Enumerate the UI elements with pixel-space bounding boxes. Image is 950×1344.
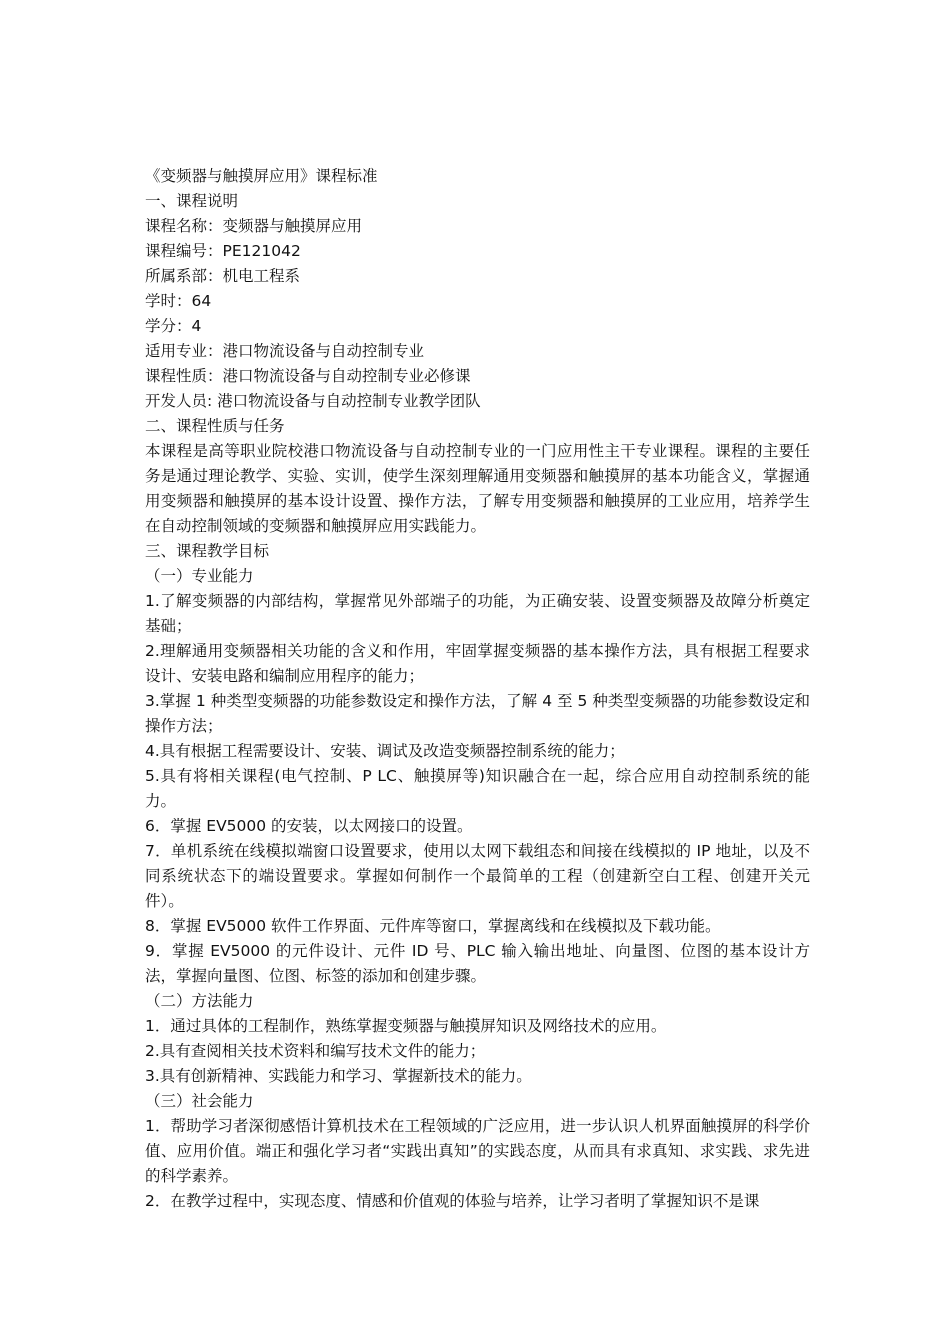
department: 所属系部：机电工程系	[145, 267, 301, 285]
subsection-heading-social: （三）社会能力	[145, 1092, 254, 1110]
document-page	[145, 164, 810, 1214]
professional-item-3: 3.掌握 1 种类型变频器的功能参数设定和操作方法，了解 4 至 5 种类型变频器的功能参数设定和操作方法；	[145, 692, 810, 735]
professional-item-9: 9．掌握 EV5000 的元件设计、元件 ID 号、PLC 输入输出地址、向量图、位图的基本设计方法，掌握向量图、位图、标签的添加和创建步骤。	[145, 942, 810, 985]
course-name: 课程名称：变频器与触摸屏应用	[145, 217, 363, 235]
course-task-paragraph: 本课程是高等职业院校港口物流设备与自动控制专业的一门应用性主干专业课程。课程的主要任务是通过理论教学、实验、实训，使学生深刻理解通用变频器和触摸屏的基本功能含义，掌握通用变频器和触摸屏的基本设计设置、操作方法，了解专用变频器和触摸屏的工业应用，培养学生在自动控制领域的变频器和触摸屏应用实践能力。	[145, 442, 810, 535]
developers: 开发人员: 港口物流设备与自动控制专业教学团队	[145, 392, 481, 410]
section-heading-1: 一、课程说明	[145, 192, 239, 210]
course-code: 课程编号：PE121042	[145, 242, 301, 260]
subsection-heading-method: （二）方法能力	[145, 992, 254, 1010]
applicable-major: 适用专业：港口物流设备与自动控制专业	[145, 342, 425, 360]
professional-item-7: 7．单机系统在线模拟端窗口设置要求，使用以太网下载组态和间接在线模拟的 IP 地址，以及不同系统状态下的端设置要求。掌握如何制作一个最简单的工程（创建新空白工程、创建开关元件）。	[145, 842, 810, 910]
professional-item-2: 2.理解通用变频器相关功能的含义和作用，牢固掌握变频器的基本操作方法，具有根据工程要求设计、安装电路和编制应用程序的能力；	[145, 642, 810, 685]
professional-item-5: 5.具有将相关课程(电气控制、P LC、触摸屏等)知识融合在一起，综合应用自动控制系统的能力。	[145, 767, 810, 810]
professional-item-6: 6．掌握 EV5000 的安装，以太网接口的设置。	[145, 817, 473, 835]
social-item-1: 1．帮助学习者深彻感悟计算机技术在工程领域的广泛应用，进一步认识人机界面触摸屏的科学价值、应用价值。端正和强化学习者“实践出真知”的实践态度，从而具有求真知、求实践、求先进的科学素养。	[145, 1117, 810, 1185]
method-item-3: 3.具有创新精神、实践能力和学习、掌握新技术的能力。	[145, 1067, 532, 1085]
social-item-2: 2．在教学过程中，实现态度、情感和价值观的体验与培养，让学习者明了掌握知识不是课	[145, 1192, 760, 1210]
section-heading-2: 二、课程性质与任务	[145, 417, 285, 435]
course-nature: 课程性质：港口物流设备与自动控制专业必修课	[145, 367, 471, 385]
method-item-1: 1．通过具体的工程制作，熟练掌握变频器与触摸屏知识及网络技术的应用。	[145, 1017, 667, 1035]
section-heading-3: 三、课程教学目标	[145, 542, 270, 560]
class-hours: 学时：64	[145, 292, 212, 310]
credits: 学分：4	[145, 317, 202, 335]
document-title: 《变频器与触摸屏应用》课程标准	[145, 167, 378, 185]
professional-item-1: 1.了解变频器的内部结构，掌握常见外部端子的功能，为正确安装、设置变频器及故障分析奠定基础；	[145, 592, 810, 635]
method-item-2: 2.具有查阅相关技术资料和编写技术文件的能力；	[145, 1042, 486, 1060]
professional-item-8: 8．掌握 EV5000 软件工作界面、元件库等窗口，掌握离线和在线模拟及下载功能。	[145, 917, 721, 935]
professional-item-4: 4.具有根据工程需要设计、安装、调试及改造变频器控制系统的能力；	[145, 742, 625, 760]
subsection-heading-professional: （一）专业能力	[145, 567, 254, 585]
